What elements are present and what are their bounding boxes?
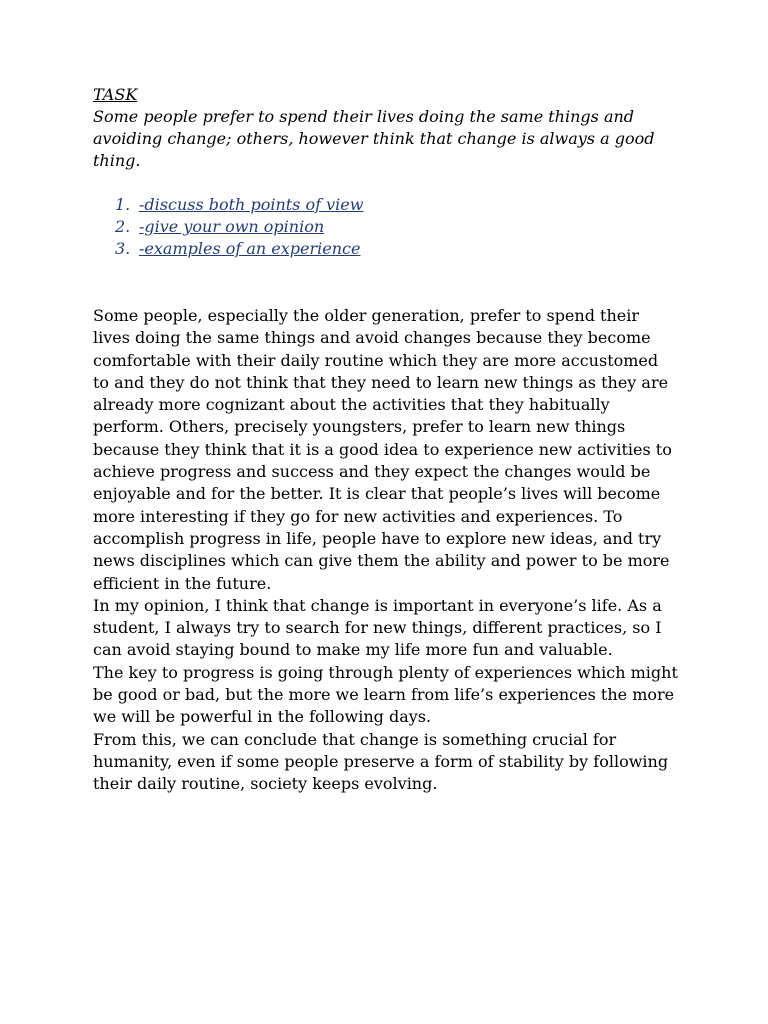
- task-list-number: 3.: [115, 239, 131, 258]
- task-list-link[interactable]: -examples of an experience: [139, 239, 361, 258]
- document-page: [93, 84, 693, 796]
- task-prompt: Some people prefer to spend their lives doing the same things and avoiding change; others, however think that change is always a good thing.: [93, 107, 655, 170]
- essay-paragraph: From this, we can conclude that change is something crucial for humanity, even if some people preserve a form of stability by following their daily routine, society keeps evolving.: [93, 729, 669, 794]
- task-list-link[interactable]: -give your own opinion: [139, 217, 325, 236]
- essay-body: [93, 305, 678, 796]
- task-list: [93, 194, 693, 260]
- task-list-item[interactable]: [93, 194, 693, 216]
- task-list-item[interactable]: [93, 238, 693, 260]
- task-list-number: 2.: [115, 217, 131, 236]
- essay-paragraph: The key to progress is going through plenty of experiences which might be good or bad, but the more we learn from life’s experiences the more we will be powerful in the following days.: [93, 662, 678, 727]
- essay-paragraph: In my opinion, I think that change is important in everyone’s life. As a student, I always try to search for new things, different practices, so I can avoid staying bound to make my life more fun and valuable.: [93, 595, 662, 660]
- task-list-number: 1.: [115, 195, 131, 214]
- task-list-link[interactable]: -discuss both points of view: [139, 195, 364, 214]
- essay-paragraph: Some people, especially the older generation, prefer to spend their lives doing the same things and avoid changes because they become comfortable with their daily routine which they are more accustomed to and they do not think that they need to learn new things as they are already more cognizant about the activities that they habitually perform. Others, precisely youngsters, prefer to learn new things because they think that it is a good idea to experience new activities to achieve progress and success and they expect the changes would be enjoyable and for the better. It is clear that people’s lives will become more interesting if they go for new activities and experiences. To accomplish progress in life, people have to explore new ideas, and try news disciplines which can give them the ability and power to be more efficient in the future.: [93, 306, 672, 593]
- task-list-item[interactable]: [93, 216, 693, 238]
- task-heading: TASK: [93, 85, 138, 104]
